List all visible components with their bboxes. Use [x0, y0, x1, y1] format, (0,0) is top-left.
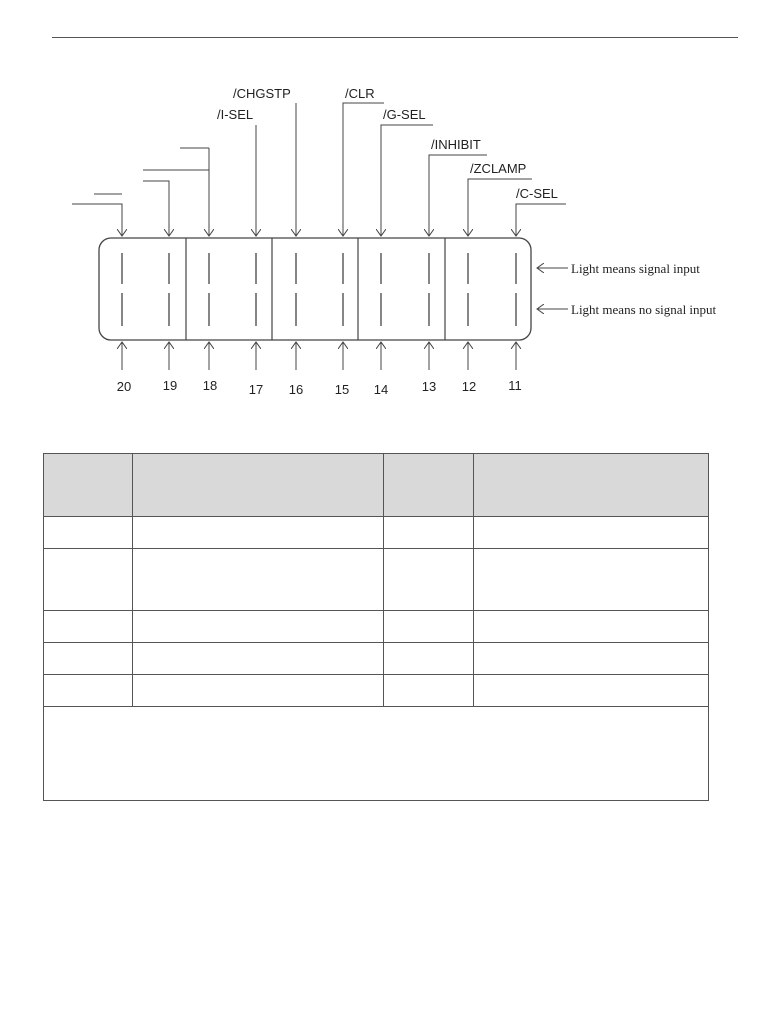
pin-number: 15	[334, 382, 350, 397]
signal-label: /I-SEL	[217, 107, 254, 122]
led-panel-frame	[99, 238, 531, 340]
table-row	[44, 675, 709, 707]
pin-number: 20	[116, 379, 132, 394]
table-cell	[132, 611, 384, 643]
legend-upper-text: Light means signal input	[571, 261, 700, 276]
table-note-cell	[44, 707, 709, 801]
signal-leader-arrow	[143, 170, 209, 236]
led-signal-diagram	[0, 0, 782, 440]
pin-number: 12	[461, 379, 477, 394]
legend-lower-text: Light means no signal input	[571, 302, 717, 317]
table-header-row	[44, 454, 709, 517]
table-cell	[44, 517, 133, 549]
pin-number: 14	[373, 382, 389, 397]
table-cell	[384, 611, 474, 643]
table-cell	[132, 517, 384, 549]
table-row	[44, 611, 709, 643]
pin-number: 18	[202, 378, 218, 393]
table-cell	[44, 454, 133, 517]
table-cell	[384, 549, 474, 611]
table-cell	[384, 454, 474, 517]
signal-label: /G-SEL	[383, 107, 426, 122]
pin-number: 16	[288, 382, 304, 397]
table-row	[44, 549, 709, 611]
table-row	[44, 643, 709, 675]
table-cell	[474, 643, 709, 675]
table-cell	[44, 549, 133, 611]
pin-number: 13	[421, 379, 437, 394]
table-cell	[132, 454, 384, 517]
signal-leader-arrow	[516, 204, 566, 236]
table-cell	[384, 643, 474, 675]
signal-label: /ZCLAMP	[470, 161, 527, 176]
signal-leader-arrow	[381, 125, 433, 236]
table-cell	[474, 454, 709, 517]
table-cell	[132, 643, 384, 675]
signal-leader-arrow	[343, 103, 384, 236]
pin-number: 17	[248, 382, 264, 397]
table-cell	[384, 517, 474, 549]
table-cell	[474, 517, 709, 549]
pin-number: 11	[508, 378, 522, 393]
table-cell	[132, 675, 384, 707]
table-cell	[44, 611, 133, 643]
table-cell	[474, 611, 709, 643]
pin-number: 19	[162, 378, 178, 393]
signal-table	[43, 453, 709, 801]
signal-label: /CLR	[345, 86, 375, 101]
table-cell	[384, 675, 474, 707]
table-note-row	[44, 707, 709, 801]
table-row	[44, 517, 709, 549]
table-cell	[474, 549, 709, 611]
table-cell	[132, 549, 384, 611]
table-cell	[44, 643, 133, 675]
signal-label: /INHIBIT	[431, 137, 481, 152]
signal-leader-arrow	[143, 181, 169, 236]
signal-label: /CHGSTP	[233, 86, 291, 101]
table-cell	[44, 675, 133, 707]
signal-leader-arrow	[72, 204, 122, 236]
signal-label: /C-SEL	[516, 186, 558, 201]
table-cell	[474, 675, 709, 707]
